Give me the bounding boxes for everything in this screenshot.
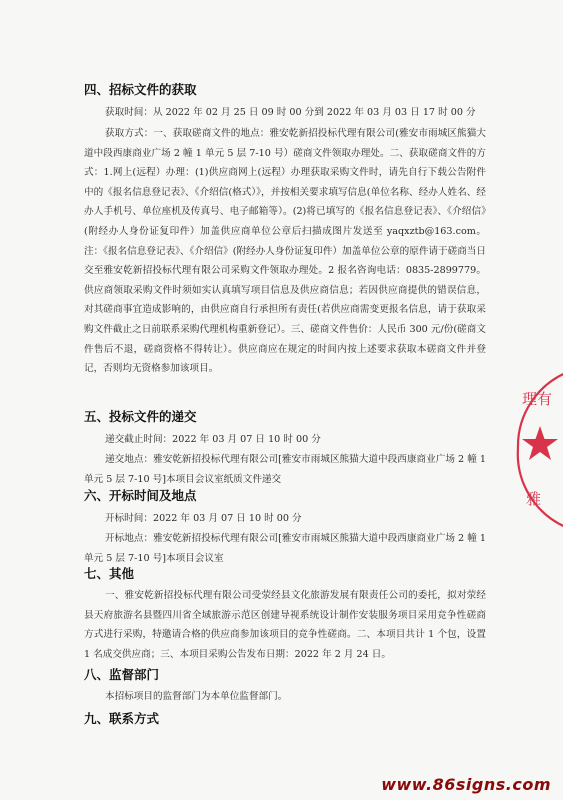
opening-time: 开标时间：2022 年 03 月 07 日 10 时 00 分	[105, 513, 302, 524]
submission-place: 递交地点：雅安乾新招投标代理有限公司[雅安市雨城区熊猫大道中段西康商业广场 2 幢 1 单元 5 层 7-10 号]本项目会议室纸质文件递交	[84, 454, 486, 485]
section-heading-9: 九、联系方式	[84, 711, 160, 726]
seal-star-icon	[522, 426, 558, 460]
section-heading-6: 六、开标时间及地点	[84, 488, 197, 503]
company-seal	[506, 370, 563, 530]
opening-place: 开标地点：雅安乾新招投标代理有限公司[雅安市雨城区熊猫大道中段西康商业广场 2 幢 1 单元 5 层 7-10 号]本项目会议室	[84, 533, 486, 564]
submission-deadline: 递交截止时间：2022 年 03 月 07 日 10 时 00 分	[105, 434, 321, 445]
supervision-text: 本招标项目的监督部门为本单位监督部门。	[105, 691, 288, 702]
acquisition-time: 获取时间：从 2022 年 02 月 25 日 09 时 00 分到 2022 年 03 月 03 日 17 时 00 分	[105, 107, 476, 118]
section-heading-8: 八、监督部门	[84, 667, 160, 682]
other-info: 一、雅安乾新招投标代理有限公司受荥经县文化旅游发展有限责任公司的委托，拟对荥经县天府旅游名县暨四川省全域旅游示范区创建导视系统设计制作安装服务项目采用竞争性磋商方式进行采购，特邀请合格的供应商参加该项目的竞争性磋商。二、本项目共计 1 个包，设置 1 名成交供应商；三、本项目采购公告发布日期：2022 年 2 月 24 日。	[84, 590, 486, 660]
seal-text-bottom: 雅	[526, 490, 542, 508]
section-heading-7: 七、其他	[84, 566, 135, 581]
watermark: www.86signs.com	[381, 775, 551, 794]
acquisition-method: 获取方式：一、获取磋商文件的地点：雅安乾新招投标代理有限公司(雅安市雨城区熊猫大道中段西康商业广场 2 幢 1 单元 5 层 7-10 号）磋商文件领取办理处。二、获取磋商文件的方式：1.网上(远程）办理：(1)供应商网上(远程）办理获取采购文件时，请先自行下载公告附件中的《报名信息登记表》、《介绍信(格式）》，并按相关要求填写信息(单位名称、经办人姓名、经办人手机号、单位座机及传真号、电子邮箱等）。(2)将已填写的《报名信息登记表》、《介绍信》(附经办人身份证复印件）加盖供应商单位公章后扫描成图片发送至 yaqxztb@163.com。注：《报名信息登记表》、《介绍信》(附经办人身份证复印件）加盖单位公章的原件请于磋商当日交至雅安乾新招投标代理有限公司采购文件领取办理处。2 报名咨询电话：0835-2899779。供应商领取采购文件时须如实认真填写项目信息及供应商信息；若因供应商提供的错误信息，对其磋商事宜造成影响的，由供应商自行承担所有责任(若供应商需变更报名信息，请于获取采购文件截止之日前联系采购代理机构重新登记）。三、磋商文件售价：人民币 300 元/份(磋商文件售后不退，磋商资格不得转让）。供应商应在规定的时间内按上述要求获取本磋商文件并登记，否则均无资格参加该项目。	[84, 128, 486, 375]
section-heading-4: 四、招标文件的获取	[84, 82, 197, 97]
seal-text-top: 理有	[522, 390, 553, 408]
section-heading-5: 五、投标文件的递交	[84, 409, 197, 424]
